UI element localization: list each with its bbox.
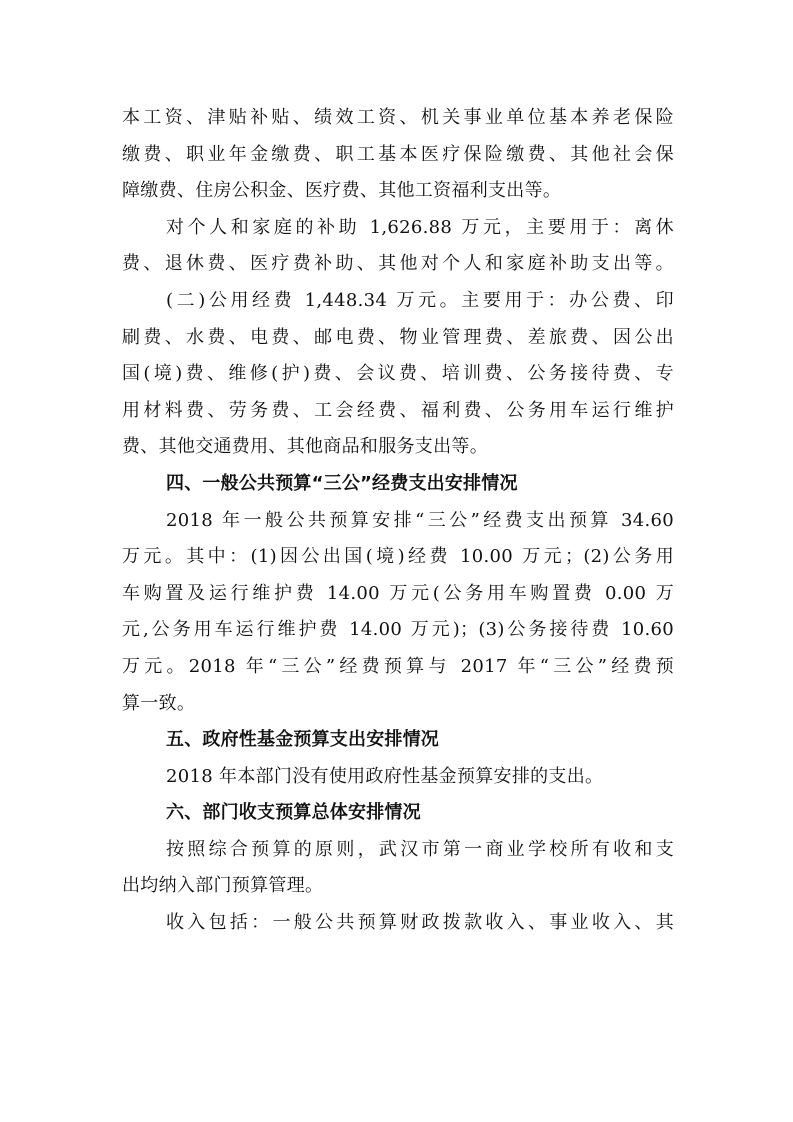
paragraph-line: 费、退休费、医疗费补助、其他对个人和家庭补助支出等。 (122, 253, 674, 275)
paragraph-line: 万元。其中：(1)因公出国(境)经费 10.00 万元；(2)公务用 (122, 546, 674, 568)
paragraph-line: 2018 年本部门没有使用政府性基金预算安排的支出。 (166, 765, 604, 787)
paragraph-line: 按照综合预算的原则，武汉市第一商业学校所有收和支 (166, 838, 674, 860)
paragraph-line: 出均纳入部门预算管理。 (122, 875, 324, 897)
paragraph-line: 算一致。 (122, 692, 196, 714)
paragraph-line: (二)公用经费 1,448.34 万元。主要用于：办公费、印 (166, 289, 674, 311)
paragraph-line: 万元。2018 年“三公”经费预算与 2017 年“三公”经费预 (122, 655, 674, 677)
paragraph-line: 元,公务用车运行维护费 14.00 万元)；(3)公务接待费 10.60 (122, 619, 674, 641)
paragraph-line: 费、其他交通费用、其他商品和服务支出等。 (122, 436, 488, 458)
paragraph-line: 刷费、水费、电费、邮电费、物业管理费、差旅费、因公出 (122, 326, 674, 348)
section-heading: 五、政府性基金预算支出安排情况 (166, 729, 439, 751)
section-heading: 四、一般公共预算“三公”经费支出安排情况 (166, 472, 518, 494)
paragraph-line: 障缴费、住房公积金、医疗费、其他工资福利支出等。 (122, 180, 562, 202)
paragraph-line: 本工资、津贴补贴、绩效工资、机关事业单位基本养老保险 (122, 107, 674, 128)
section-heading: 六、部门收支预算总体安排情况 (166, 802, 421, 824)
paragraph-line: 对个人和家庭的补助 1,626.88 万元，主要用于：离休 (166, 216, 674, 238)
paragraph-line: 收入包括：一般公共预算财政拨款收入、事业收入、其 (166, 912, 674, 934)
paragraph-line: 车购置及运行维护费 14.00 万元(公务用车购置费 0.00 万 (122, 582, 674, 604)
paragraph-line: 2018 年一般公共预算安排“三公”经费支出预算 34.60 (166, 509, 674, 531)
paragraph-line: 国(境)费、维修(护)费、会议费、培训费、公务接待费、专 (122, 363, 674, 385)
document-page (122, 100, 674, 942)
paragraph-line: 缴费、职业年金缴费、职工基本医疗保险缴费、其他社会保 (122, 143, 674, 165)
paragraph-line: 用材料费、劳务费、工会经费、福利费、公务用车运行维护 (122, 399, 674, 421)
